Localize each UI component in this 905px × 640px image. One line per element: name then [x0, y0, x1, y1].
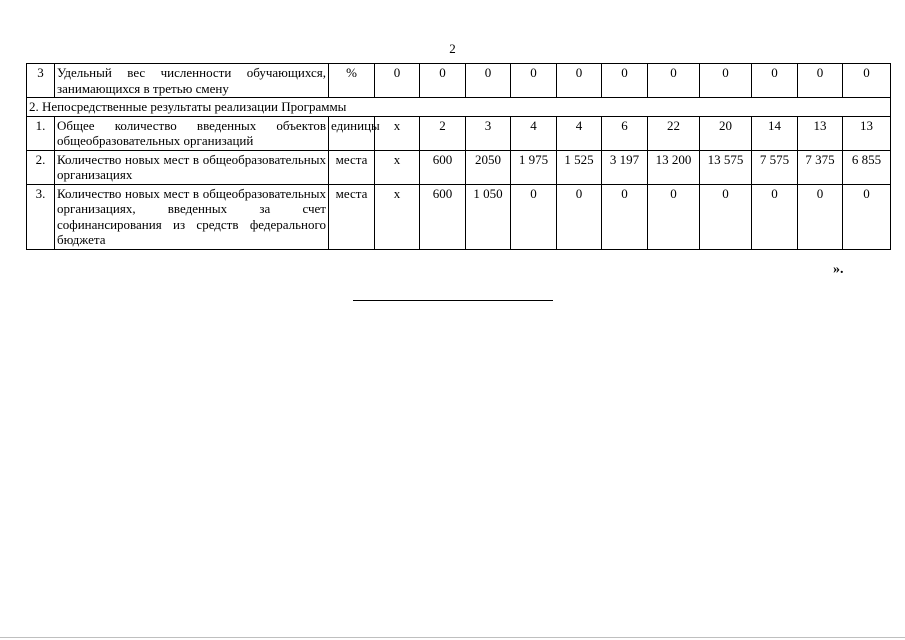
- indicator-value: 0: [375, 64, 420, 98]
- indicator-value: 0: [798, 184, 843, 249]
- closing-quote: ».: [833, 262, 844, 277]
- indicator-value: 22: [648, 116, 700, 150]
- row-number: 3.: [27, 184, 55, 249]
- indicator-value: 3: [466, 116, 511, 150]
- section-header-row: [27, 98, 891, 117]
- indicator-value: 2050: [466, 150, 511, 184]
- indicator-value: 14: [752, 116, 798, 150]
- indicator-value: 0: [466, 64, 511, 98]
- indicator-value: 0: [798, 64, 843, 98]
- indicator-value: 600: [420, 184, 466, 249]
- indicator-value: 0: [602, 184, 648, 249]
- indicator-value: 13: [843, 116, 891, 150]
- indicator-value: 13 575: [700, 150, 752, 184]
- unit-of-measure: %: [329, 64, 375, 98]
- indicator-value: 0: [752, 64, 798, 98]
- page-number: 2: [449, 41, 456, 56]
- indicator-value: x: [375, 184, 420, 249]
- table-row: [27, 116, 891, 150]
- indicator-value: 20: [700, 116, 752, 150]
- indicator-name: Количество новых мест в общеобразовательных организациях, введенных за счет софинансирования из средств федерального бюджета: [55, 184, 329, 249]
- indicator-value: 0: [843, 184, 891, 249]
- indicator-value: 1 525: [557, 150, 602, 184]
- indicator-value: 1 975: [511, 150, 557, 184]
- indicator-value: 4: [557, 116, 602, 150]
- indicator-value: 0: [557, 64, 602, 98]
- indicator-value: 0: [700, 184, 752, 249]
- indicator-value: x: [375, 150, 420, 184]
- indicator-value: 6: [602, 116, 648, 150]
- table-row: [27, 150, 891, 184]
- indicator-value: 600: [420, 150, 466, 184]
- indicator-value: 0: [700, 64, 752, 98]
- indicators-table: [26, 63, 891, 250]
- indicator-value: 7 575: [752, 150, 798, 184]
- scan-edge-line: [0, 637, 905, 638]
- indicator-value: 0: [843, 64, 891, 98]
- row-number: 1.: [27, 116, 55, 150]
- unit-of-measure: места: [329, 184, 375, 249]
- indicator-name: Удельный вес численности обучающихся, занимающихся в третью смену: [55, 64, 329, 98]
- indicators-table-body: [27, 64, 891, 250]
- indicator-value: 4: [511, 116, 557, 150]
- indicator-value: 1 050: [466, 184, 511, 249]
- unit-of-measure: единицы: [329, 116, 375, 150]
- indicator-value: 3 197: [602, 150, 648, 184]
- indicator-value: x: [375, 116, 420, 150]
- indicator-value: 6 855: [843, 150, 891, 184]
- indicator-value: 0: [557, 184, 602, 249]
- row-number: 3: [27, 64, 55, 98]
- table-row: [27, 64, 891, 98]
- indicator-value: 0: [648, 64, 700, 98]
- table-row: [27, 184, 891, 249]
- indicator-value: 0: [752, 184, 798, 249]
- indicator-value: 0: [511, 64, 557, 98]
- indicator-value: 7 375: [798, 150, 843, 184]
- indicator-value: 2: [420, 116, 466, 150]
- indicator-value: 13: [798, 116, 843, 150]
- indicator-value: 0: [648, 184, 700, 249]
- indicator-value: 0: [602, 64, 648, 98]
- indicator-value: 13 200: [648, 150, 700, 184]
- indicator-value: 0: [511, 184, 557, 249]
- unit-of-measure: места: [329, 150, 375, 184]
- indicator-name: Количество новых мест в общеобразовательных организациях: [55, 150, 329, 184]
- indicator-name: Общее количество введенных объектов общеобразовательных организаций: [55, 116, 329, 150]
- indicator-value: 0: [420, 64, 466, 98]
- end-rule: [353, 300, 553, 301]
- row-number: 2.: [27, 150, 55, 184]
- section-title: 2. Непосредственные результаты реализации Программы: [27, 98, 891, 117]
